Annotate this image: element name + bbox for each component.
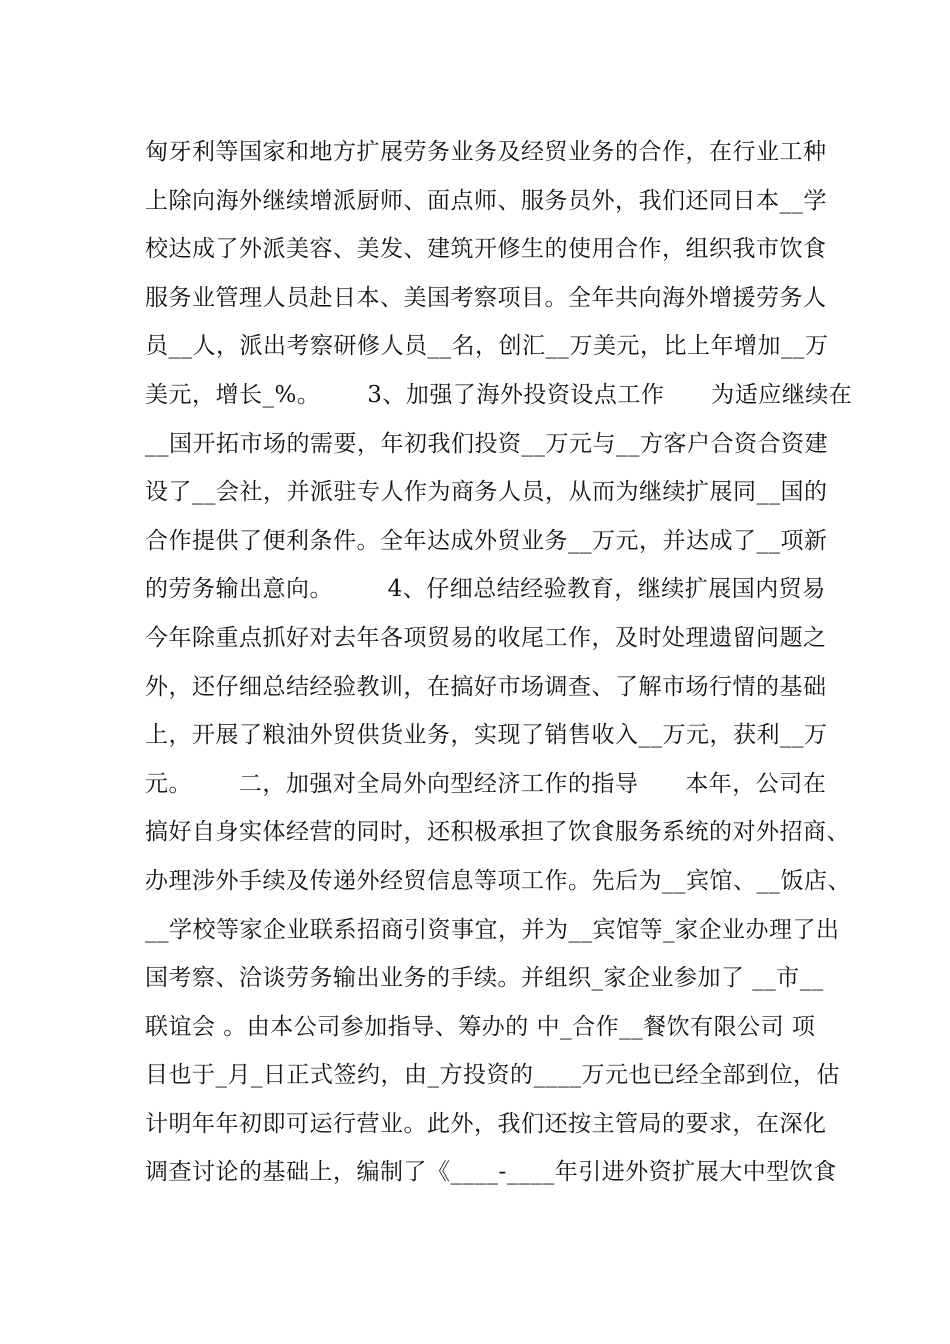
- text-line: __学校等家企业联系招商引资事宜，并为__宾馆等_家企业办理了出: [145, 916, 840, 943]
- text-line: 匈牙利等国家和地方扩展劳务业务及经贸业务的合作，在行业工种: [145, 139, 827, 165]
- text-line: 搞好自身实体经营的同时，还积极承担了饮食服务系统的对外招商、: [145, 819, 850, 846]
- text-line: 美元，增长_%。 3、加强了海外投资设点工作 为适应继续在: [145, 381, 853, 408]
- text-line: 的劳务输出意向。 4、仔细总结经验教育，继续扩展国内贸易: [145, 576, 826, 603]
- text-line: 联谊会 。由本公司参加指导、筹办的 中_合作__餐饮有限公司 项: [145, 1013, 816, 1040]
- text-line: 国考察、洽谈劳务输出业务的手续。并组织_家企业参加了 __市__: [145, 965, 824, 992]
- text-line: 办理涉外手续及传递外经贸信息等项工作。先后为__宾馆、__饭店、: [145, 867, 851, 894]
- text-line: 调查讨论的基础上，编制了《____-____年引进外资扩展大中型饮食: [145, 1159, 837, 1186]
- text-line: 计明年年初即可运行营业。此外，我们还按主管局的要求，在深化: [145, 1110, 827, 1137]
- text-line: __国开拓市场的需要，年初我们投资__万元与__方客户合资合资建: [145, 430, 828, 457]
- text-line: 校达成了外派美容、美发、建筑开修生的使用合作，组织我市饮食: [145, 236, 827, 263]
- text-line: 上除向海外继续增派厨师、面点师、服务员外，我们还同日本__学: [145, 187, 827, 214]
- text-line: 合作提供了便利条件。全年达成外贸业务__万元，并达成了__项新: [145, 527, 828, 554]
- text-line: 服务业管理人员赴日本、美国考察项目。全年共向海外增援劳务人: [145, 284, 827, 311]
- text-line: 今年除重点抓好对去年各项贸易的收尾工作，及时处理遗留问题之: [145, 624, 827, 651]
- text-line: 元。 二，加强对全局外向型经济工作的指导 本年，公司在: [145, 770, 827, 797]
- text-line: 员__人，派出考察研修人员__名，创汇__万美元，比上年增加__万: [145, 333, 829, 360]
- text-line: 设了__会社，并派驻专人作为商务人员，从而为继续扩展同__国的: [145, 479, 828, 506]
- text-line: 目也于_月_日正式签约，由_方投资的____万元也已经全部到位，估: [145, 1062, 840, 1089]
- body-text: [145, 128, 853, 1197]
- text-line: 上，开展了粮油外贸供货业务，实现了销售收入__万元，获利__万: [145, 722, 828, 749]
- text-line: 外，还仔细总结经验教训，在搞好市场调查、了解市场行情的基础: [145, 673, 827, 700]
